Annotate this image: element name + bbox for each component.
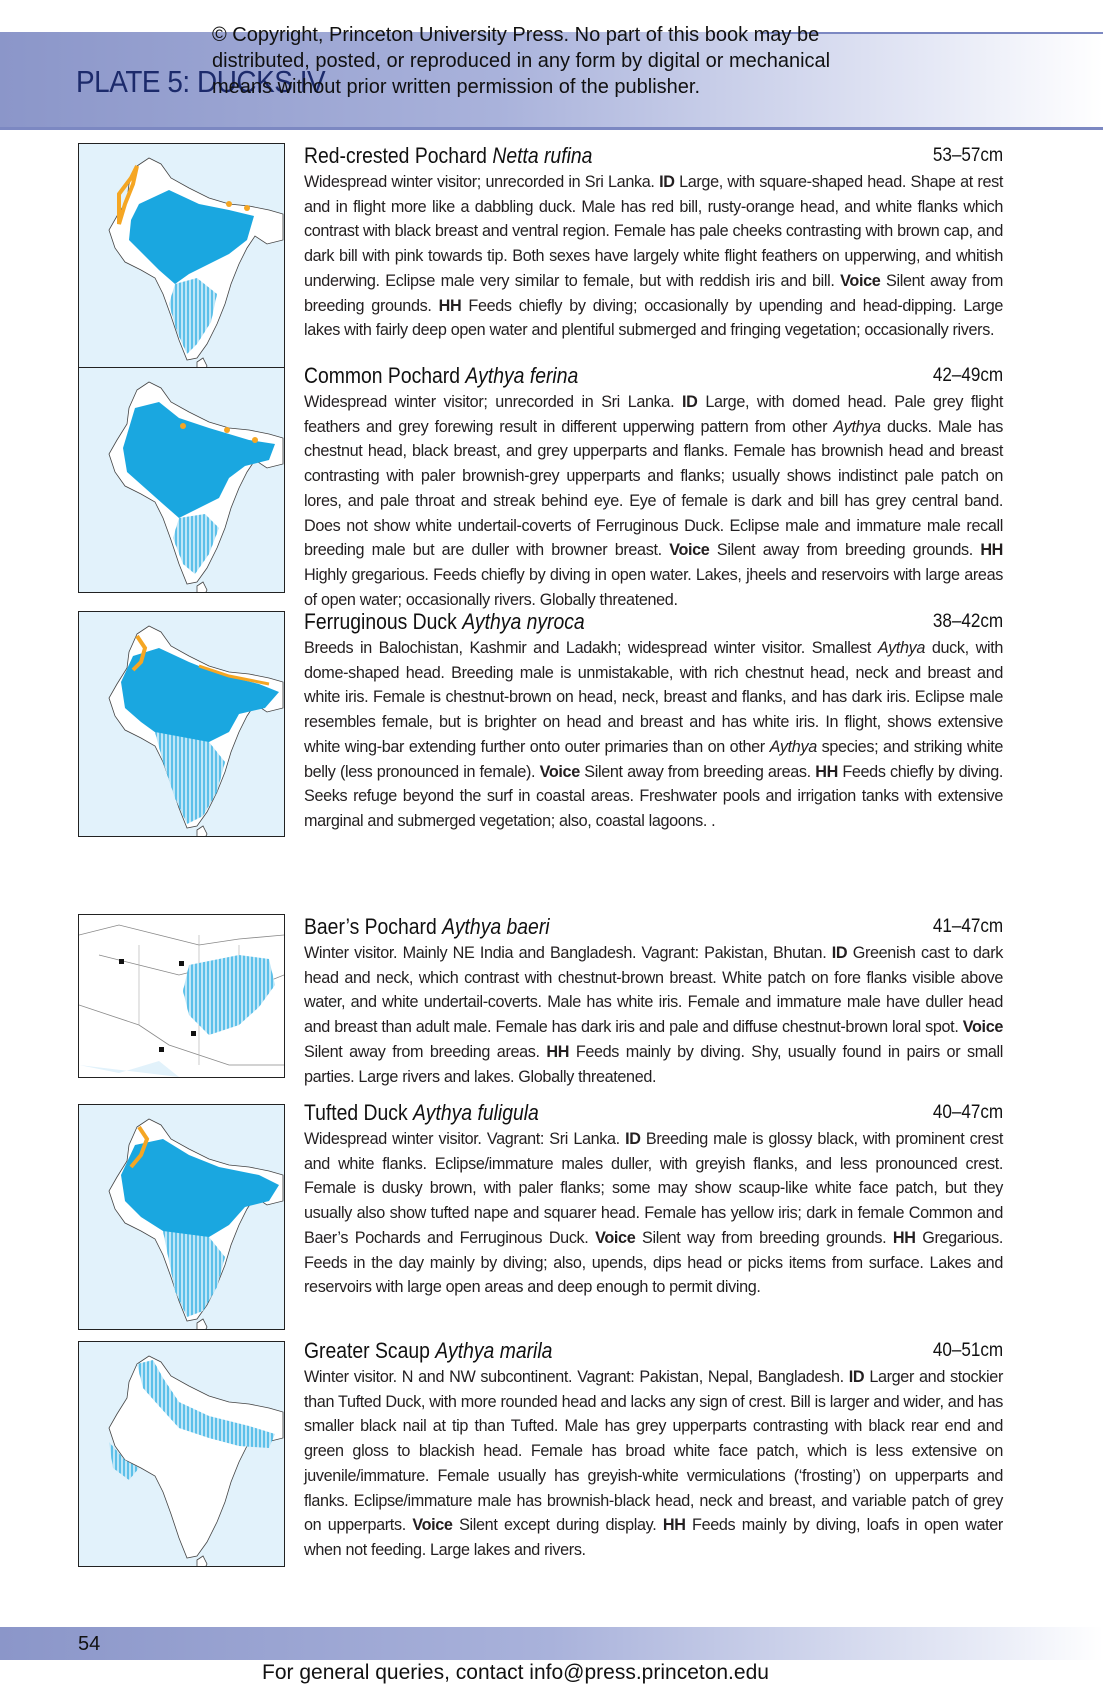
species-heading — [304, 143, 1003, 170]
status-text: Breeds in Balochistan, Kashmir and Ladakh; widespread winter visitor. Smallest — [304, 639, 871, 657]
size-range: 40–47cm — [932, 1102, 1003, 1123]
species-description — [304, 1365, 1003, 1563]
range-map — [78, 1104, 285, 1330]
range-map — [78, 611, 285, 837]
species-description — [304, 1127, 1003, 1300]
footer-band — [0, 1627, 1103, 1660]
range-map — [78, 143, 285, 369]
voice-label: Voice — [412, 1516, 453, 1535]
status-text: Winter visitor. Mainly NE India and Bangladesh. Vagrant: Pakistan, Bhutan. — [304, 944, 827, 962]
hh-label: HH — [815, 762, 838, 781]
voice-label: Voice — [962, 1018, 1004, 1037]
hh-label: HH — [662, 1516, 686, 1535]
genus-italic: Aythya — [769, 737, 817, 756]
size-range: 42–49cm — [932, 365, 1003, 386]
species-name-line — [304, 914, 550, 940]
id-label: ID — [625, 1130, 641, 1148]
species-heading — [304, 914, 1003, 941]
voice-text: Silent away from breeding grounds. — [716, 541, 973, 560]
species-name-line — [304, 143, 592, 169]
species-heading — [304, 363, 1003, 390]
page-title: PLATE 5: DUCKS IV — [76, 64, 326, 99]
id-label: ID — [831, 944, 848, 962]
id-text: Breeding male is glossy black, with prominent crest and white flanks. Eclipse/immature males duller, with greyish flanks, and less pronounced crest. Female is dusky brown, with paler flanks; some may show scaup-like white face patch, but they usually also show tufted nape and squarer head. Female has yellow iris; dark in female Common and Baer’s Pochards and Ferruginous Duck. — [304, 1130, 1003, 1247]
voice-text: Silent away from breeding areas. — [304, 1042, 540, 1061]
range-map-svg — [79, 368, 284, 592]
latin-name: Aythya ferina — [465, 363, 579, 388]
common-name: Common Pochard — [304, 363, 461, 388]
voice-text: Silent way from breeding grounds. — [642, 1228, 887, 1247]
common-name: Baer’s Pochard — [304, 914, 437, 939]
copyright-line: distributed, posted, or reproduced in any form by digital or mechanical — [212, 50, 831, 72]
range-map-svg — [79, 1342, 284, 1566]
hh-text: Feeds chiefly by diving; occasionally by upending and head-dipping. Large lakes with fairly deep open water and plentiful submerged and fringing vegetation; occasionally rivers. — [304, 296, 1004, 340]
genus-italic: Aythya — [877, 639, 926, 657]
voice-text: Silent away from breeding areas. — [584, 762, 811, 781]
size-range: 41–47cm — [932, 916, 1003, 937]
status-text: Winter visitor. N and NW subcontinent. Vagrant: Pakistan, Nepal, Bangladesh. — [304, 1368, 844, 1386]
status-text: Widespread winter visitor; unrecorded in Sri Lanka. — [304, 393, 675, 411]
species-text — [304, 914, 1003, 1089]
species-text — [304, 1338, 1003, 1563]
range-map — [78, 1341, 285, 1567]
voice-label: Voice — [539, 762, 580, 781]
id-label: ID — [682, 393, 698, 411]
latin-name: Netta rufina — [492, 143, 593, 168]
hh-label: HH — [892, 1228, 916, 1247]
hh-text: Highly gregarious. Feeds chiefly by diving in open water. Lakes, jheels and reservoirs with large areas of open water; occasionally rivers. Globally threatened. — [304, 565, 1003, 609]
id-text: ducks. Male has chestnut head, black breast, and grey upperparts and flanks. Female has brownish head and breast contrasting with paler brownish-grey upperparts and flanks; usually shows indistinct pale patch on lores, and pale throat and streak behind eye. Eye of female is dark and bill has grey central band. Does not show white undertail-coverts of Ferruginous Duck. Eclipse male and immature male recall breeding male but are duller with browner breast. — [304, 417, 1003, 560]
contact-line: For general queries, contact info@press.princeton.edu — [262, 1661, 769, 1684]
latin-name: Aythya baeri — [442, 914, 550, 939]
species-description — [304, 941, 1003, 1089]
species-name-line — [304, 363, 578, 389]
hh-label: HH — [546, 1042, 570, 1061]
common-name: Tufted Duck — [304, 1100, 408, 1125]
description-text: duck, with dome-shaped head. Breeding male is unmistakable, with rich chestnut head, neck and breast and white iris. Female is chestnut-brown on head, neck, breast and flanks, and has dark iris. Eclipse male resembles female, but is brighter on head and breast and has white iris. In flight, shows extensive white wing-bar extending further onto outer primaries than on other — [304, 639, 1003, 756]
size-range: 38–42cm — [932, 611, 1003, 632]
id-text: Large, with square-shaped head. Shape at rest and in flight more like a dabbling duck. Male has red bill, rusty-orange head, and white flanks which contrast with black breast and ventral region. Female has pale cheeks contrasting with brown cap, and dark bill with pink towards tip. Both sexes have largely white flight feathers on upperwing, and whitish underwing. Eclipse male very similar to female, but with reddish iris and bill. — [304, 173, 1003, 290]
common-name: Red-crested Pochard — [304, 143, 487, 168]
species-text — [304, 609, 1003, 834]
range-map-svg — [79, 915, 284, 1077]
range-map — [78, 914, 285, 1078]
common-name: Ferruginous Duck — [304, 609, 457, 634]
hh-text: Gregarious. Feeds in the day mainly by diving; also, upends, dips head or picks items from surface. Lakes and reservoirs with large open areas and deep enough to permit diving. — [304, 1228, 1003, 1297]
header-divider — [0, 127, 1103, 130]
size-range: 40–51cm — [932, 1340, 1003, 1361]
copyright-line: © Copyright, Princeton University Press. No part of this book may be — [212, 24, 820, 46]
latin-name: Aythya marila — [435, 1338, 553, 1363]
voice-text: Silent away from breeding grounds. — [304, 271, 1003, 315]
hh-text: Feeds chiefly by diving. Seeks refuge beyond the surf in coastal areas. Freshwater pools and irrigation tanks with extensive marginal and submerged vegetation; also, coastal lagoons. . — [304, 762, 1003, 830]
hh-label: HH — [980, 541, 1003, 560]
species-description — [304, 390, 1003, 612]
page-number: 54 — [78, 1633, 101, 1655]
species-text — [304, 1100, 1003, 1300]
species-heading — [304, 1100, 1003, 1127]
status-text: Widespread winter visitor. Vagrant: Sri Lanka. — [304, 1130, 620, 1148]
range-map-svg — [79, 1105, 284, 1329]
species-name-line — [304, 1100, 539, 1126]
voice-label: Voice — [669, 541, 710, 560]
latin-name: Aythya fuligula — [413, 1100, 539, 1125]
range-map — [78, 367, 285, 593]
species-heading — [304, 1338, 1003, 1365]
genus-italic: Aythya — [833, 417, 881, 436]
hh-label: HH — [438, 296, 462, 315]
hh-text: Feeds mainly by diving. Shy, usually found in pairs or small parties. Large rivers and lakes. Globally threatened. — [304, 1042, 1003, 1086]
id-label: ID — [659, 173, 675, 191]
range-map-svg — [79, 612, 284, 836]
voice-label: Voice — [595, 1228, 636, 1247]
species-name-line — [304, 1338, 552, 1364]
status-text: Widespread winter visitor; unrecorded in Sri Lanka. — [304, 173, 655, 191]
species-text — [304, 363, 1003, 612]
copyright-notice — [212, 22, 972, 100]
size-range: 53–57cm — [932, 145, 1003, 166]
common-name: Greater Scaup — [304, 1338, 430, 1363]
species-heading — [304, 609, 1003, 636]
id-text: Large, with domed head. Pale grey flight feathers and grey forewing result in different upperwing pattern from other — [304, 393, 1003, 436]
hh-text: Feeds mainly by diving, loafs in open water when not feeding. Large lakes and rivers. — [304, 1516, 1003, 1559]
range-map-svg — [79, 144, 284, 368]
species-description — [304, 170, 1003, 343]
species-name-line — [304, 609, 585, 635]
copyright-line: means without prior written permission of the publisher. — [212, 76, 701, 98]
description-text: species; and striking white belly (less pronounced in female). — [304, 737, 1003, 781]
species-description — [304, 636, 1003, 834]
id-text: Larger and stockier than Tufted Duck, with more rounded head and lacks any sign of crest. Bill is larger and wider, and has smaller black nail at tip than Tufted. Male has grey upperparts contrasting with black rear end and green gloss to blackish head. Female has broad white face patch, which is less extensive on juvenile/immature. Female usually has greyish-white vermiculations (‘frosting’) on upperparts and flanks. Eclipse/immature male has brownish-black head, neck and breast, and variable patch of grey on upperparts. — [304, 1368, 1003, 1535]
voice-label: Voice — [840, 271, 881, 290]
id-text: Greenish cast to dark head and neck, which contrast with chestnut-brown breast. White patch on fore flanks visible above water, and white undertail-coverts. Male has white iris. Female and immature male have duller head and breast than adult male. Female has dark iris and pale and diffuse chestnut-brown loral spot. — [304, 944, 1003, 1037]
latin-name: Aythya nyroca — [462, 609, 585, 634]
species-text — [304, 143, 1003, 343]
id-label: ID — [848, 1368, 865, 1386]
voice-text: Silent except during display. — [459, 1516, 657, 1535]
